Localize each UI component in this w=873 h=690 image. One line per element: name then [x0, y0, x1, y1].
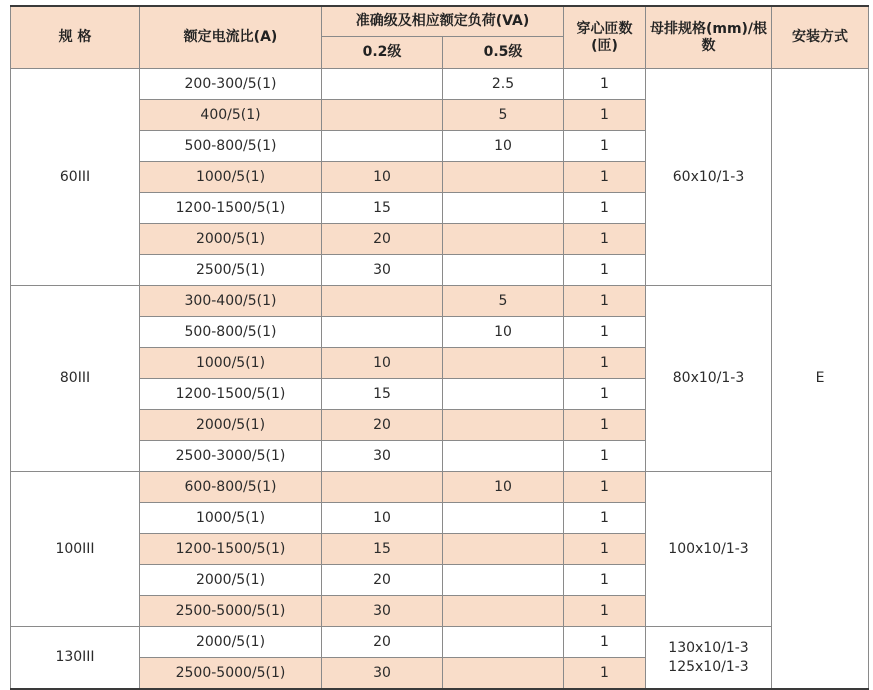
class-02-cell — [322, 69, 443, 100]
busbar-value: 125x10/1-3 — [668, 658, 749, 675]
class-05-cell: 10 — [443, 131, 564, 162]
ratio-cell: 300-400/5(1) — [140, 286, 322, 317]
class-02-cell: 30 — [322, 441, 443, 472]
class-02-cell: 20 — [322, 224, 443, 255]
ratio-cell: 500-800/5(1) — [140, 317, 322, 348]
spec-table — [10, 5, 869, 690]
turns-cell: 1 — [564, 503, 646, 534]
class-02-cell: 30 — [322, 255, 443, 286]
table-row — [11, 627, 869, 658]
class-02-cell — [322, 472, 443, 503]
ratio-cell: 500-800/5(1) — [140, 131, 322, 162]
class-05-cell — [443, 565, 564, 596]
class-02-cell: 10 — [322, 348, 443, 379]
class-05-cell — [443, 503, 564, 534]
header-busbar: 母排规格(mm)/根数 — [646, 6, 772, 69]
mount-cell: E — [772, 69, 869, 690]
table-body — [11, 69, 869, 690]
class-02-cell: 20 — [322, 410, 443, 441]
turns-cell: 1 — [564, 410, 646, 441]
class-05-cell: 5 — [443, 100, 564, 131]
class-02-cell: 30 — [322, 596, 443, 627]
table-row — [11, 472, 869, 503]
turns-cell: 1 — [564, 131, 646, 162]
turns-cell: 1 — [564, 162, 646, 193]
class-02-cell — [322, 131, 443, 162]
ratio-cell: 2500-5000/5(1) — [140, 658, 322, 690]
ratio-cell: 400/5(1) — [140, 100, 322, 131]
header-ratio: 额定电流比(A) — [140, 6, 322, 69]
header-turns: 穿心匝数(匝) — [564, 6, 646, 69]
busbar-value: 130x10/1-3 — [668, 639, 749, 656]
table-row — [11, 69, 869, 100]
turns-cell: 1 — [564, 193, 646, 224]
ratio-cell: 2000/5(1) — [140, 627, 322, 658]
class-05-cell — [443, 348, 564, 379]
turns-cell: 1 — [564, 348, 646, 379]
class-05-cell: 10 — [443, 472, 564, 503]
class-02-cell: 10 — [322, 503, 443, 534]
busbar-value: 100x10/1-3 — [668, 540, 749, 557]
class-05-cell — [443, 193, 564, 224]
class-05-cell — [443, 534, 564, 565]
class-05-cell — [443, 410, 564, 441]
class-02-cell: 30 — [322, 658, 443, 690]
turns-cell: 1 — [564, 565, 646, 596]
header-accuracy: 准确级及相应额定负荷(VA) — [322, 6, 564, 37]
turns-cell: 1 — [564, 255, 646, 286]
header-class-02: 0.2级 — [322, 37, 443, 69]
ratio-cell: 1200-1500/5(1) — [140, 534, 322, 565]
ratio-cell: 2000/5(1) — [140, 410, 322, 441]
class-02-cell: 15 — [322, 534, 443, 565]
ratio-cell: 2500-3000/5(1) — [140, 441, 322, 472]
class-05-cell — [443, 379, 564, 410]
ratio-cell: 1200-1500/5(1) — [140, 193, 322, 224]
spec-cell: 80III — [11, 286, 140, 472]
turns-cell: 1 — [564, 317, 646, 348]
class-02-cell: 10 — [322, 162, 443, 193]
header-spec: 规 格 — [11, 6, 140, 69]
turns-cell: 1 — [564, 596, 646, 627]
class-05-cell — [443, 255, 564, 286]
ratio-cell: 600-800/5(1) — [140, 472, 322, 503]
ratio-cell: 1000/5(1) — [140, 348, 322, 379]
turns-cell: 1 — [564, 286, 646, 317]
ratio-cell: 200-300/5(1) — [140, 69, 322, 100]
header-class-05: 0.5级 — [443, 37, 564, 69]
table-row — [11, 286, 869, 317]
class-05-cell — [443, 162, 564, 193]
turns-cell: 1 — [564, 69, 646, 100]
class-02-cell — [322, 286, 443, 317]
spec-cell: 130III — [11, 627, 140, 690]
class-02-cell — [322, 100, 443, 131]
ratio-cell: 2500/5(1) — [140, 255, 322, 286]
turns-cell: 1 — [564, 534, 646, 565]
spec-cell: 100III — [11, 472, 140, 627]
busbar-cell — [646, 472, 772, 627]
ratio-cell: 1200-1500/5(1) — [140, 379, 322, 410]
turns-cell: 1 — [564, 472, 646, 503]
ratio-cell: 2500-5000/5(1) — [140, 596, 322, 627]
turns-cell: 1 — [564, 379, 646, 410]
class-02-cell: 15 — [322, 193, 443, 224]
class-05-cell: 2.5 — [443, 69, 564, 100]
class-05-cell — [443, 596, 564, 627]
class-02-cell — [322, 317, 443, 348]
class-05-cell: 5 — [443, 286, 564, 317]
class-02-cell: 20 — [322, 627, 443, 658]
turns-cell: 1 — [564, 658, 646, 690]
class-05-cell — [443, 627, 564, 658]
busbar-cell — [646, 286, 772, 472]
ratio-cell: 1000/5(1) — [140, 162, 322, 193]
busbar-cell — [646, 69, 772, 286]
ratio-cell: 2000/5(1) — [140, 224, 322, 255]
class-02-cell: 20 — [322, 565, 443, 596]
turns-cell: 1 — [564, 441, 646, 472]
class-05-cell — [443, 441, 564, 472]
class-05-cell — [443, 224, 564, 255]
turns-cell: 1 — [564, 224, 646, 255]
turns-cell: 1 — [564, 100, 646, 131]
ratio-cell: 1000/5(1) — [140, 503, 322, 534]
busbar-value: 60x10/1-3 — [672, 168, 745, 185]
spec-cell: 60III — [11, 69, 140, 286]
busbar-value: 80x10/1-3 — [672, 370, 745, 386]
class-02-cell: 15 — [322, 379, 443, 410]
turns-cell: 1 — [564, 627, 646, 658]
ratio-cell: 2000/5(1) — [140, 565, 322, 596]
class-05-cell: 10 — [443, 317, 564, 348]
header-mount: 安装方式 — [772, 6, 869, 69]
busbar-cell — [646, 627, 772, 690]
class-05-cell — [443, 658, 564, 690]
